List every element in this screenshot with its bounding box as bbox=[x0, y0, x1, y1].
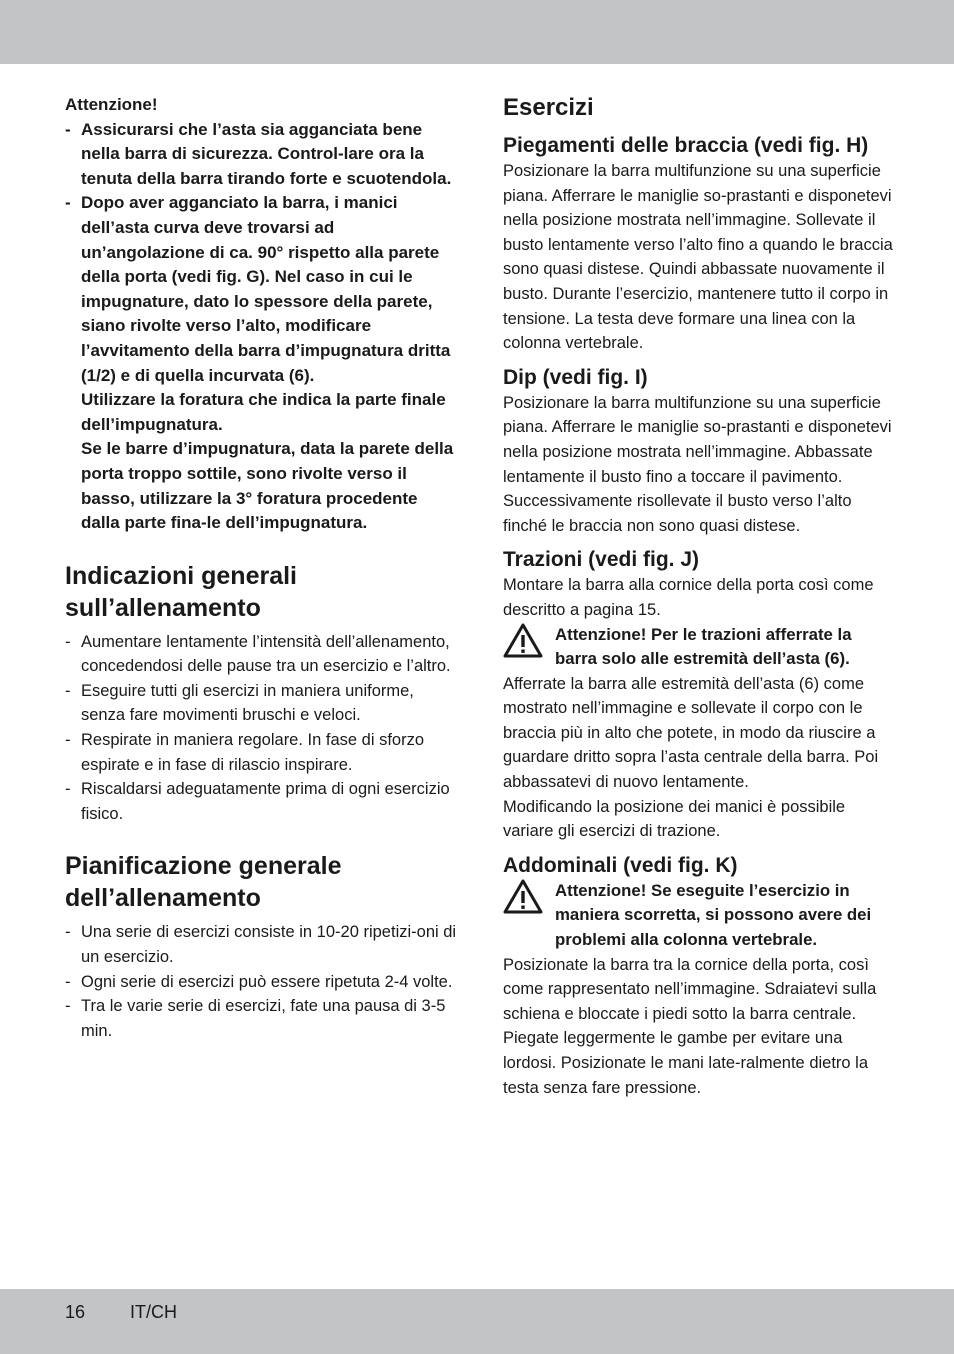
abs-text: Posizionate la barra tra la cornice della porta, così come rappresentato nell’immagine. Sdraiatevi sulla schiena e bloccate i piedi sotto la barra centrale. Piegate leggermente le gambe per evitare una lordosi. Posizionate le mani late-ralmente dietro la testa senza fare pressione. bbox=[503, 955, 877, 1097]
general-list bbox=[65, 630, 460, 827]
dip-text-2: Successivamente risollevate il busto verso l’alto finché le braccia non sono quasi distese. bbox=[503, 492, 852, 535]
attention-item: - Assicurarsi che l’asta sia agganciata bene nella barra di sicurezza. Control-lare ora la tenuta della barra tirando forte e scuotendola. bbox=[65, 119, 452, 188]
pullups-title: Trazioni (vedi fig. J) bbox=[503, 548, 700, 572]
list-item: - Eseguire tutti gli esercizi in maniera uniforme, senza fare movimenti bruschi e veloci. bbox=[65, 679, 460, 728]
list-item: - Riscaldarsi adeguatamente prima di ogni esercizio fisico. bbox=[65, 777, 460, 826]
list-item: - Aumentare lentamente l’intensità dell’allenamento, concedendosi delle pause tra un esercizio e l’altro. bbox=[65, 630, 460, 679]
warning-triangle-icon bbox=[503, 879, 543, 915]
page-number: 16 bbox=[65, 1302, 86, 1322]
attention-title: Attenzione! bbox=[65, 95, 158, 114]
abs-warning-text: Attenzione! Se eseguite l’esercizio in maniera scorretta, si possono avere dei problemi alla colonna vertebrale. bbox=[555, 880, 872, 950]
planning-heading: Pianificazione generale dell’allenamento bbox=[65, 852, 342, 913]
pullups-warning-text: Attenzione! Per le trazioni afferrate la barra solo alle estremità dell’asta (6). bbox=[555, 624, 852, 669]
exercises-heading: Esercizi bbox=[503, 94, 594, 121]
list-item: - Una serie di esercizi consiste in 10-20 ripetizi-oni di un esercizio. bbox=[65, 920, 460, 969]
list-item: - Respirate in maniera regolare. In fase di sforzo espirate e in fase di rilascio inspirare. bbox=[65, 728, 460, 777]
attention-item-text: Assicurarsi che l’asta sia agganciata bene nella barra di sicurezza. Control-lare ora la tenuta della barra tirando forte e scuotendola. bbox=[81, 119, 452, 188]
attention-note: Se le barre d’impugnatura, data la parete della porta troppo sottile, sono rivolte verso il basso, utilizzare la 3° foratura procedente dalla parte fina-le dell’impugnatura. bbox=[81, 439, 454, 533]
top-band bbox=[0, 0, 954, 64]
attention-item-text: Dopo aver agganciato la barra, i manici dell’asta curva deve trovarsi ad un’angolazione di ca. 90° rispetto alla parete della porta (vedi fig. G). Nel caso in cui le impugnature, dato lo spessore della parete, siano rivolte verso l’alto, modificare l’avvitamento della barra d’impugnatura dritta (1/2) e di quella incurvata (6). bbox=[81, 193, 451, 385]
attention-note: Utilizzare la foratura che indica la parte finale dell’impugnatura. bbox=[81, 390, 446, 434]
general-heading: Indicazioni generali sull’allenamento bbox=[65, 561, 297, 622]
warning-triangle-icon bbox=[503, 623, 543, 659]
dip-text: Posizionare la barra multifunzione su una superficie piana. Afferrare le maniglie so-prastanti e disponetevi nella posizione mostrata nell’immagine. Abbassate lentamente il busto fino a toccare il pavimento. bbox=[503, 393, 892, 486]
right-column bbox=[503, 93, 898, 1100]
locale-label: IT/CH bbox=[130, 1302, 177, 1322]
dip-title: Dip (vedi fig. I) bbox=[503, 365, 648, 389]
pullups-warning bbox=[503, 623, 898, 672]
attention-item: - Dopo aver agganciato la barra, i manici dell’asta curva deve trovarsi ad un’angolazione di ca. 90° rispetto alla parete della porta (vedi fig. G). Nel caso in cui le impugnature, dato lo spessore della parete, siano rivolte verso l’alto, modificare l’avvitamento della barra d’impugnatura dritta (1/2) e di quella incurvata (6). bbox=[65, 193, 451, 385]
pushups-title: Piegamenti delle braccia (vedi fig. H) bbox=[503, 134, 869, 157]
pullups-text: Montare la barra alla cornice della porta così come descritto a pagina 15. bbox=[503, 576, 874, 619]
pullups-text-2: Afferrate la barra alle estremità dell’asta (6) come mostrato nell’immagine e sollevate il corpo con le braccia più in alto che potete, in modo da riuscire a guardare dritto sopra l’asta centrale della barra. Poi abbassatevi di nuovo lentamente. bbox=[503, 674, 879, 792]
left-column bbox=[65, 93, 460, 1043]
pushups-text: Posizionare la barra multifunzione su una superficie piana. Afferrare le maniglie so-prastanti e disponetevi nella posizione mostrata nell’immagine. Sollevate il busto lentamente verso l’alto fino a quando le braccia sono quasi distese. Quindi abbassate nuovamente il busto. Durante l’esercizio, mantenere tutto il corpo in tensione. La testa deve formare una linea con la colonna vertebrale. bbox=[503, 162, 893, 353]
list-item: - Tra le varie serie di esercizi, fate una pausa di 3-5 min. bbox=[65, 994, 460, 1043]
pullups-text-3: Modificando la posizione dei manici è possibile variare gli esercizi di trazione. bbox=[503, 797, 846, 841]
abs-title: Addominali (vedi fig. K) bbox=[503, 853, 738, 877]
abs-warning bbox=[503, 879, 898, 953]
planning-list bbox=[65, 920, 460, 1043]
list-item: - Ogni serie di esercizi può essere ripetuta 2-4 volte. bbox=[65, 970, 460, 995]
